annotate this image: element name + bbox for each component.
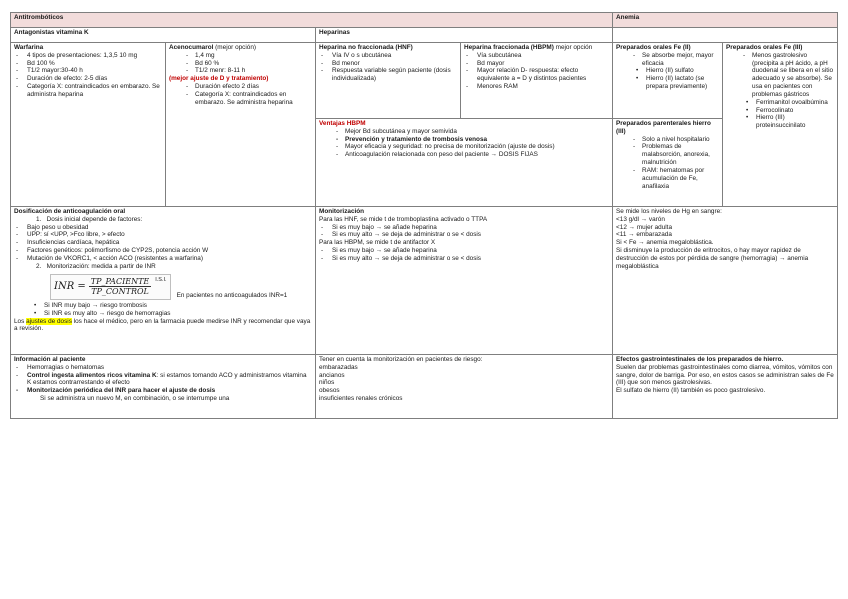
list-item: - Bajo peso u obesidad <box>14 224 312 232</box>
list-item: • Ferrocolinato <box>726 107 834 115</box>
acenocumarol-red-note: (mejor ajuste de D y tratamiento) <box>169 75 269 83</box>
list-item: - Bd 60 % <box>169 60 312 68</box>
step-number: 1. <box>36 215 42 223</box>
efectos-title: Efectos gastrointestinales de los preparados de hierro. <box>616 356 784 363</box>
cell-hnf <box>316 43 461 119</box>
list-item: - Problemas de malabsorción, anorexia, malnutrición <box>616 143 719 166</box>
subheader-anemia-empty <box>613 28 838 43</box>
formula-denominator: TP_CONTROL <box>91 287 149 297</box>
list-item: - Solo a nivel hospitalario <box>616 136 719 144</box>
text-line: niños <box>319 379 335 387</box>
text-line: ancianos <box>319 371 345 379</box>
cell-parenterales <box>613 119 723 207</box>
list-item: - Factores genéticos: polimorfismo de CYP2S, potencia acción W <box>14 247 312 255</box>
list-item: - Vía subcutánea <box>464 52 609 60</box>
step-number: 2. <box>36 262 42 270</box>
dosificacion-step-1 <box>14 216 312 224</box>
cell-anemia-diagnostico <box>613 207 838 355</box>
item-rest: : si estamos tomando ACO y administramos vitamina K estamos contrarrestando el efecto <box>27 371 307 387</box>
dosificacion-step-2 <box>14 263 312 271</box>
acenocumarol-title-suffix: (mejor opción) <box>213 44 257 51</box>
cell-acenocumarol <box>166 43 316 207</box>
list-item: - Si es muy alto → se deja de administrar o se < dosis <box>319 255 609 263</box>
riesgo-title: Tener en cuenta la monitorización en pacientes de riesgo: <box>319 356 483 363</box>
list-item: - Respuesta variable según paciente (dosis individualizada) <box>319 67 457 83</box>
list-item <box>14 372 312 388</box>
list-item: - UPP: sí <UPP, >Fco libre, > efecto <box>14 231 312 239</box>
list-item: - 1,4 mg <box>169 52 312 60</box>
dosificacion-closing <box>14 318 312 334</box>
list-item: - Prevención y tratamiento de trombosis venosa <box>319 136 609 144</box>
cell-informacion-paciente <box>11 355 316 419</box>
acenocumarol-title: Acenocumarol <box>169 44 214 51</box>
cell-pacientes-riesgo <box>316 355 613 419</box>
anticoagulant-notes-table <box>10 12 838 419</box>
list-item: • Hierro (II) sulfato <box>616 67 719 75</box>
list-item: - Bd menor <box>319 60 457 68</box>
formula-after-text: En pacientes no anticoagulados INR=1 <box>176 292 288 300</box>
bold-prefix: Control ingesta alimentos ricos vitamina K <box>27 371 157 379</box>
hnf-title: Heparina no fraccionada (HNF) <box>319 44 413 51</box>
list-item: - Duración de efecto: 2-5 días <box>14 75 162 83</box>
info-last-line: Si se administra un nuevo M, en combinación, o se interrumpe una <box>40 395 230 403</box>
list-item: • Si INR muy bajo → riesgo trombosis <box>14 302 312 310</box>
info-title: Información al paciente <box>14 356 86 363</box>
list-item: - Si es muy alto → se deja de administrar o se < dosis <box>319 231 609 239</box>
cell-ventajas-hbpm <box>316 119 613 207</box>
monitorizacion-line-1: Para las HNF, se mide t de tromboplastina activado o TTPA <box>319 215 488 223</box>
text-line: Si disminuye la producción de eritrocitos, o hay mayor rapidez de destrucción de estos por pérdida de sangre (hemorragia) → anemia megaloblástica <box>616 247 809 270</box>
list-item: - Monitorización periódica del INR para hacer el ajuste de dosis <box>14 387 312 395</box>
cell-monitorizacion <box>316 207 613 355</box>
list-item: - Menores RAM <box>464 83 609 91</box>
list-item: - Si es muy bajo → se añade heparina <box>319 224 609 232</box>
text-line: <13 g/dl → varón <box>616 215 665 223</box>
list-item: - RAM: hematomas por acumulación de Fe, anafilaxia <box>616 167 719 190</box>
orales-fe2-title: Preparados orales Fe (II) <box>616 44 691 51</box>
list-item: - Mayor relación D- respuesta: efecto equivalente a = D y distintos pacientes <box>464 67 609 83</box>
closing-highlight: ajustes de dosis <box>26 317 72 325</box>
closing-pre: Los <box>14 317 27 325</box>
parenterales-title: Preparados parenterales hierro (III) <box>616 120 711 135</box>
header-antitromboticos: Antitrombóticos <box>11 13 613 28</box>
cell-orales-fe3 <box>723 43 838 207</box>
step-text: Monitorización: medida a partir de INR <box>46 262 156 270</box>
text-line: embarazadas <box>319 363 358 371</box>
cell-efectos-gastrointestinales <box>613 355 838 419</box>
list-item: - T1/2 menr: 8-11 h <box>169 67 312 75</box>
list-item: - Vía IV o s ubcutánea <box>319 52 457 60</box>
step-text: Dosis inicial depende de factores: <box>46 215 143 223</box>
list-item: - T1/2 mayor:30-40 h <box>14 67 162 75</box>
orales-fe3-title: Preparados orales Fe (III) <box>726 44 803 51</box>
inr-formula <box>50 274 312 301</box>
list-item: • Si INR es muy alto → riesgo de hemorragias <box>14 310 312 318</box>
list-item: • Hierro (II) lactato (se prepara previamente) <box>616 75 719 91</box>
list-item: - Mejor Bd subcutánea y mayor semivida <box>319 128 609 136</box>
list-item: - Categoría X: contraindicados en embarazo. Se administra heparina <box>14 83 162 99</box>
dosificacion-title: Dosificación de anticoagulación oral <box>14 208 126 215</box>
subheader-heparinas: Heparinas <box>316 28 613 43</box>
list-item: - Bd mayor <box>464 60 609 68</box>
monitorizacion-title: Monitorización <box>319 208 365 215</box>
hbpm-title: Heparina fraccionada (HBPM) <box>464 44 554 51</box>
list-item: - Menos gastrolesivo (precipita a pH ácido, a pH duodenal se libera en el sitio adecuado y se absorbe). Se usa en pacientes con problemas gástricos <box>726 52 834 99</box>
list-item: - Categoría X: contraindicados en embarazo. Se administra heparina <box>169 91 312 107</box>
warfarina-title: Warfarina <box>14 44 44 51</box>
text-line: obesos <box>319 387 340 395</box>
subheader-antagonistas: Antagonistas vitamina K <box>11 28 316 43</box>
inr-formula-image <box>50 274 171 301</box>
text-line: El sulfato de hierro (II) también es poco gastrolesivo. <box>616 387 766 395</box>
closing-post: los hace el médico, pero en la farmacia puede medirse INR y recomendar que vaya a revisión. <box>14 317 311 333</box>
formula-lhs: INR = <box>54 280 86 292</box>
list-item: - Si es muy bajo → se añade heparina <box>319 247 609 255</box>
cell-warfarina <box>11 43 166 207</box>
formula-numerator: TP_PACIENTE <box>90 276 150 286</box>
text-line: Se mide los niveles de Hg en sangre: <box>616 208 722 215</box>
text-line: Suelen dar problemas gastrointestinales como diarrea, vómitos, vómitos con sangre, dolor de barriga. Por eso, en estos casos se administran sales de Fe (III) que son menos gastrolesivas. <box>616 363 834 387</box>
list-item: - Insuficiencias cardíaca, hepática <box>14 239 312 247</box>
text-line: insuficientes renales crónicos <box>319 395 403 403</box>
cell-orales-fe2 <box>613 43 723 119</box>
header-anemia: Anemia <box>613 13 838 28</box>
list-item: • Hierro (III) proteinsuccinilato <box>726 114 834 130</box>
cell-dosificacion <box>11 207 316 355</box>
formula-fraction <box>89 277 151 298</box>
list-item: • Ferrimanitol ovoalbúmina <box>726 99 834 107</box>
list-item: - Anticoagulación relacionada con peso del paciente → DOSIS FIJAS <box>319 151 609 159</box>
list-item: - Bd 100 % <box>14 60 162 68</box>
list-item: - Duración efecto 2 días <box>169 83 312 91</box>
hbpm-title-suffix: mejor opción <box>553 44 593 51</box>
monitorizacion-line-2: Para las HBPM, se mide t de antifactor X <box>319 239 436 247</box>
list-item: - Se absorbe mejor, mayor eficacia <box>616 52 719 68</box>
list-item: - 4 tipos de presentaciones: 1,3,5 10 mg <box>14 52 162 60</box>
list-item: - Mutación de VKORC1, < acción ACO (resistentes a warfarina) <box>14 255 312 263</box>
ventajas-title: Ventajas HBPM <box>319 120 366 127</box>
text-line: <11 → embarazada <box>616 231 672 239</box>
cell-hbpm <box>461 43 613 119</box>
text-line: <12 → mujer adulta <box>616 223 672 231</box>
list-item: - Mayor eficacia y seguridad: no precisa de monitorización (ajuste de dosis) <box>319 143 609 151</box>
text-line: Si < Fe → anemia megaloblástica. <box>616 239 714 247</box>
list-item: - Hemorragias o hematomas <box>14 364 312 372</box>
formula-exponent: I.S.I. <box>155 276 167 283</box>
